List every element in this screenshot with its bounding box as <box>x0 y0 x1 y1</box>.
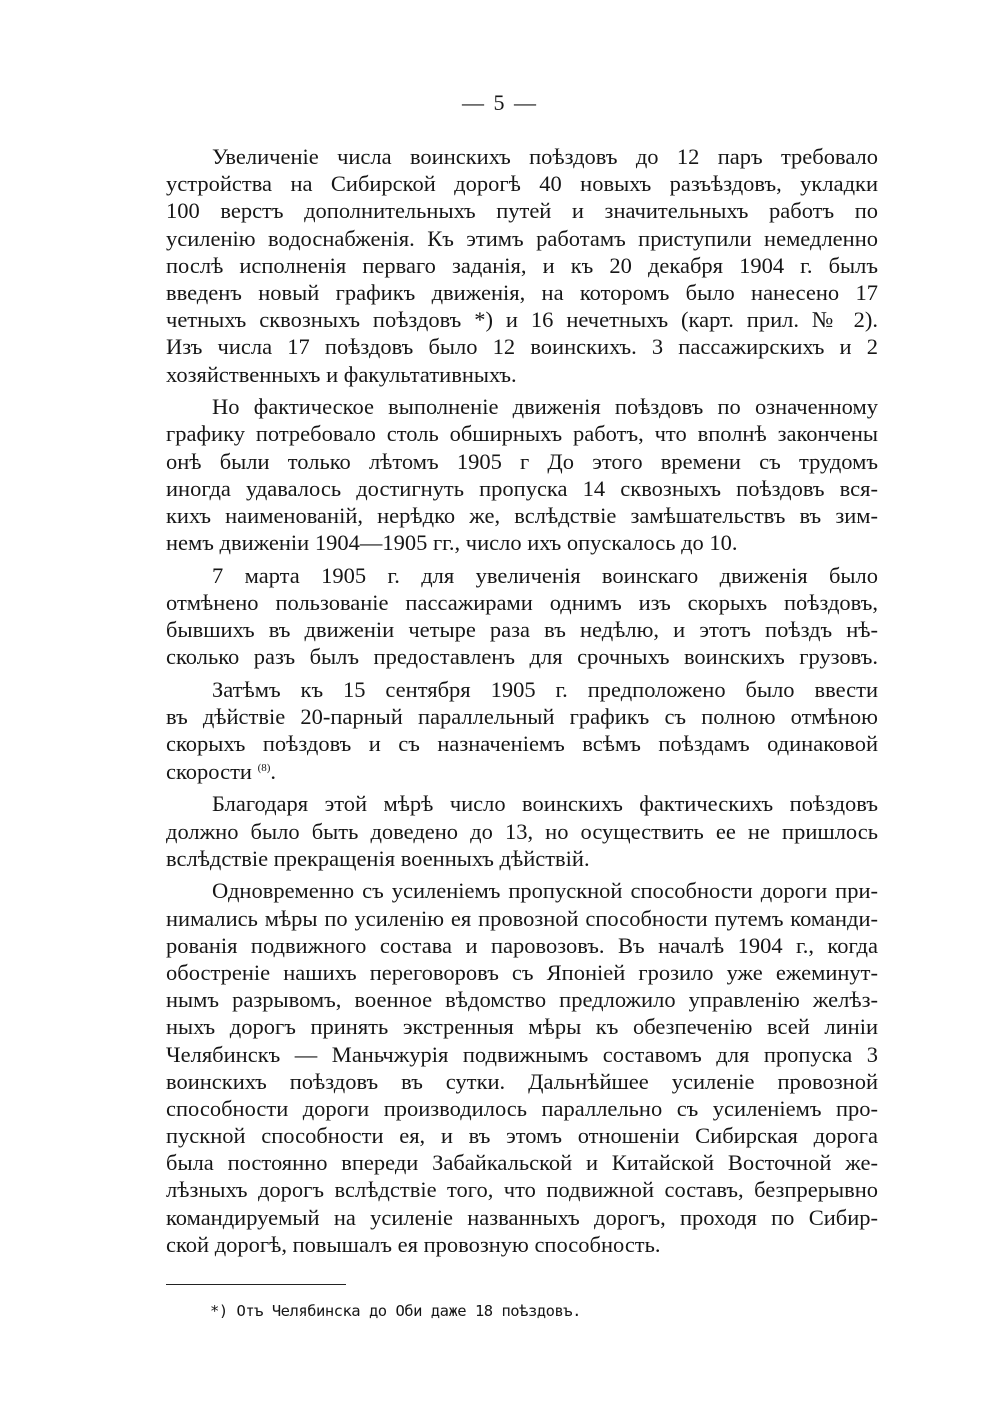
paragraph <box>166 393 878 556</box>
text-line: Одновременно съ усиленiемъ пропускной способности дороги при- <box>212 878 878 904</box>
text-line: введенъ новый графикъ движенiя, на которомъ было нанесено 17 <box>166 279 878 305</box>
text-line: вслѣдствiе прекращенiя военныхъ дѣйствiй. <box>166 845 590 871</box>
note-reference: (8) <box>257 761 271 774</box>
text-line: графику потребовало столь обширныхъ работъ, что вполнѣ закончены <box>166 421 878 447</box>
text-line: немъ движенiи 1904—1905 гг., число ихъ опускалось до 10. <box>166 530 738 556</box>
text-line: онѣ были только лѣтомъ 1905 г До этого времени съ трудомъ <box>166 448 878 474</box>
text-fragment: . <box>270 758 277 784</box>
footnote-divider <box>166 1284 346 1285</box>
body-text <box>166 143 878 1264</box>
text-line: способности дороги производилось параллельно съ усиленiемъ про- <box>166 1095 878 1121</box>
text-line: 7 марта 1905 г. для увеличенiя воинскаго движенiя было <box>212 562 878 588</box>
text-line: въ дѣйствiе 20-парный параллельный графикъ съ полною отмѣною <box>166 704 878 730</box>
text-line: сколько разъ былъ предоставленъ для срочныхъ воинскихъ грузовъ. <box>166 644 878 670</box>
text-line: Челябинскъ — Маньчжурiя подвижнымъ составомъ для пропуска 3 <box>166 1041 878 1067</box>
text-line: ныхъ дорогъ принять экстренныя мѣры къ обезпеченiю всей линiи <box>166 1014 878 1040</box>
paragraph <box>166 790 878 872</box>
text-line: нымъ разрывомъ, военное вѣдомство предложило управленiю желѣз- <box>166 987 878 1013</box>
paragraph <box>166 877 878 1258</box>
footnote: *) Отъ Челябинска до Оби даже 18 поѣздовъ. <box>210 1302 581 1320</box>
text-line: Но фактическое выполненiе движенiя поѣздовъ по означенному <box>212 394 878 420</box>
text-line: скорыхъ поѣздовъ и съ назначенiемъ всѣмъ поѣздамъ одинаковой <box>166 731 878 757</box>
text-line: усиленiю водоснабженiя. Къ этимъ работамъ приступили немедленно <box>166 225 878 251</box>
text-line: Затѣмъ къ 15 сентября 1905 г. предположено было ввести <box>212 677 878 703</box>
text-line: воинскихъ поѣздовъ въ сутки. Дальнѣйшее усиленiе провозной <box>166 1068 878 1094</box>
text-line: Увеличенiе числа воинскихъ поѣздовъ до 12 паръ требовало <box>212 144 878 169</box>
text-line: иногда удавалось достигнуть пропуска 14 сквозныхъ поѣздовъ вся- <box>166 475 878 501</box>
text-line: рованiя подвижного состава и паровозовъ. Въ началѣ 1904 г., когда <box>166 932 878 958</box>
text-line: обостренiе нашихъ переговоровъ съ Японiей грозило уже ежеминут- <box>166 959 878 985</box>
paragraph <box>166 143 878 388</box>
text-line: ской дорогѣ, повышалъ ея провозную способность. <box>166 1231 661 1257</box>
text-line: Изъ числа 17 поѣздовъ было 12 воинскихъ. 3 пассажирскихъ и 2 <box>166 334 878 360</box>
text-line: командируемый на усиленiе названныхъ дорогъ, проходя по Сибир- <box>166 1204 878 1230</box>
text-line: 100 верстъ дополнительныхъ путей и значительныхъ работъ по <box>166 198 878 224</box>
text-line: нимались мѣры по усиленiю ея провозной способности путемъ команди- <box>166 905 878 931</box>
text-line: лѣзныхъ дорогъ вслѣдствiе того, что подвижной составъ, безпрерывно <box>166 1177 878 1203</box>
text-line: послѣ исполненiя перваго заданiя, и къ 20 декабря 1904 г. былъ <box>166 252 878 278</box>
paragraph <box>166 562 878 671</box>
paragraph <box>166 676 878 785</box>
text-line: четныхъ сквозныхъ поѣздовъ *) и 16 нечетныхъ (карт. прил. № 2). <box>166 307 878 333</box>
text-line: кихъ наименованiй, нерѣдко же, вслѣдствiе замѣшательствъ въ зим- <box>166 502 878 528</box>
text-line: бывшихъ въ движенiи четыре раза въ недѣлю, и этотъ поѣздъ нѣ- <box>166 617 878 643</box>
text-line: устройства на Сибирской дорогѣ 40 новыхъ разъѣздовъ, укладки <box>166 171 878 197</box>
text-fragment: скорости <box>166 758 258 784</box>
text-line: отмѣнено пользованiе пассажирами однимъ изъ скорыхъ поѣздовъ, <box>166 590 878 615</box>
text-line: должно было быть доведено до 13, но осуществить ее не пришлось <box>166 818 878 844</box>
text-line: хозяйственныхъ и факультативныхъ. <box>166 361 517 387</box>
text-line: была постоянно впереди Забайкальской и Китайской Восточной же- <box>166 1150 878 1176</box>
text-line: Благодаря этой мѣрѣ число воинскихъ фактическихъ поѣздовъ <box>212 791 878 817</box>
text-line <box>166 758 878 785</box>
page-number: — 5 — <box>462 90 538 115</box>
text-line: пускной способности ея, и въ этомъ отношенiи Сибирская дорога <box>166 1123 878 1149</box>
